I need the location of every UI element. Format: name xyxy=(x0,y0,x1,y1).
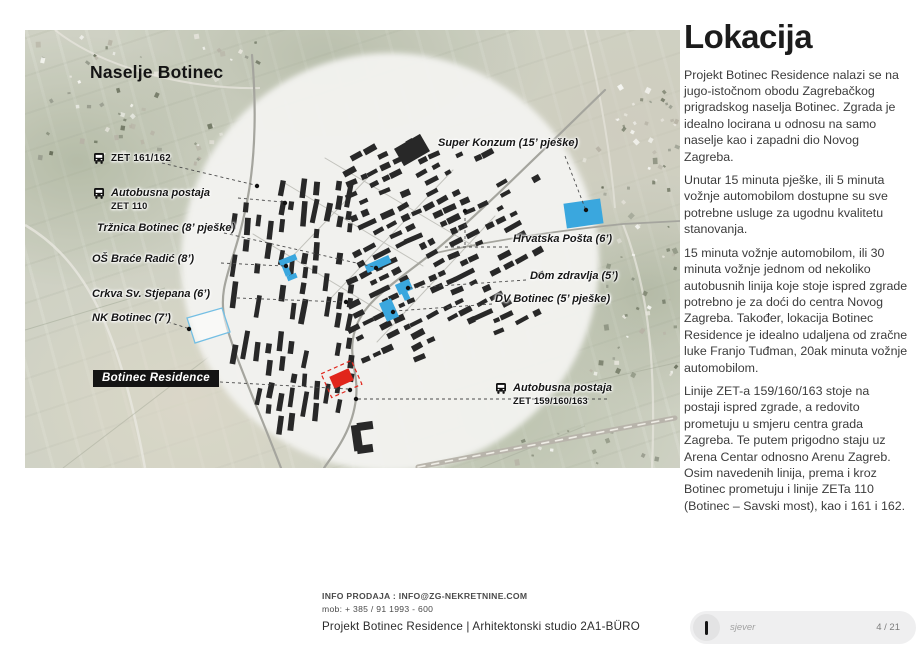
landmark-label: Dom zdravlja (5’) xyxy=(530,270,619,282)
location-map xyxy=(25,30,680,468)
landmark-dom-zdravlja xyxy=(530,270,618,282)
contact-info-line: INFO PRODAJA : INFO@ZG-NEKRETNINE.COM xyxy=(322,591,528,601)
landmark-autobusna-postaja-zet-110 xyxy=(93,187,210,211)
bus-icon xyxy=(495,382,507,394)
landmark-trznica-botinec xyxy=(97,222,235,234)
page-number: 4 / 21 xyxy=(876,622,900,633)
bus-icon xyxy=(93,187,105,199)
north-arrow-icon xyxy=(705,621,708,635)
landmark-label: DV Botinec (5’ pješke) xyxy=(495,293,611,305)
landmark-label: Autobusna postaja xyxy=(513,382,613,394)
map-labels-layer xyxy=(25,30,680,468)
paragraph-intro: Projekt Botinec Residence nalazi se na jugo-istočnom obodu Zagrebačkog prigradskog naselja Botinec. Zgrada je idealno locirana u odnosu na samo naselje kao i zapadni dio Novog Zagreba. xyxy=(684,67,899,164)
landmark-autobusna-postaja-zet-159 xyxy=(495,382,612,406)
landmark-label: OŠ Braće Radić (8’) xyxy=(92,253,195,265)
bus-icon xyxy=(93,152,105,164)
landmark-label: Botinec Residence xyxy=(102,372,210,384)
landmark-label: Tržnica Botinec (8’ pješke) xyxy=(97,222,236,234)
landmark-super-konzum xyxy=(438,137,578,149)
north-indicator xyxy=(693,614,720,641)
paragraph-walk: Unutar 15 minuta pješke, ili 5 minuta vožnje automobilom dostupne su sve potrebne usluge za ugodnu kvalitetu stanovanja. xyxy=(684,173,888,237)
landmark-crkva-sv-stjepana xyxy=(92,288,210,300)
landmark-dv-botinec xyxy=(495,293,610,305)
landmark-sublabel: ZET 159/160/163 xyxy=(513,396,588,406)
location-article xyxy=(684,20,908,521)
north-label: sjever xyxy=(730,622,756,633)
landmark-os-brace-radic xyxy=(92,253,194,265)
landmark-label: Hrvatska Pošta (6’) xyxy=(513,233,613,245)
landmark-label: Super Konzum (15’ pješke) xyxy=(438,137,579,149)
paragraph-bus-lines: Linije ZET-a 159/160/163 stoje na postaji ispred zgrade, a redovito prometuju u smjeru centra grada Zagreba. Te putem prigodno staju uz Arena Centar odnosno Arenu Zagreb. Osim navedenih linija, prema i kroz Botinec prometuju i linije ZETa 110 (Botinec – Savski most), kao i 161 i 162. xyxy=(684,383,906,513)
sales-contact xyxy=(322,591,527,614)
landmark-label: NK Botinec (7’) xyxy=(92,312,171,324)
landmark-hrvatska-posta xyxy=(513,233,612,245)
project-credit-line: Projekt Botinec Residence | Arhitektonski studio 2A1-BÜRO xyxy=(322,620,640,633)
landmark-sublabel: ZET 110 xyxy=(111,201,148,211)
landmark-zet-161-162 xyxy=(93,152,171,164)
landmark-label: ZET 161/162 xyxy=(111,152,171,164)
contact-mobile-line: mob: + 385 / 91 1993 - 600 xyxy=(322,604,434,614)
landmark-label: Crkva Sv. Stjepana (6’) xyxy=(92,288,210,300)
page-title: Lokacija xyxy=(684,18,813,55)
landmark-nk-botinec xyxy=(92,312,171,324)
map-region-title: Naselje Botinec xyxy=(90,62,224,82)
pager-bar xyxy=(690,611,916,644)
landmark-label: Autobusna postaja xyxy=(111,187,211,199)
landmark-botinec-residence xyxy=(93,370,219,387)
paragraph-drive: 15 minuta vožnje automobilom, ili 30 minuta vožnje jednom od nekoliko autobusnih linija koje stoje ispred zgrade potrebno je za doći do centra Novog Zagreba. Također, lokacija Botinec Residence je idealno udaljena od zračne luke Franjo Tuđman, 20ak minuta vožnje automobilom. xyxy=(684,245,908,375)
